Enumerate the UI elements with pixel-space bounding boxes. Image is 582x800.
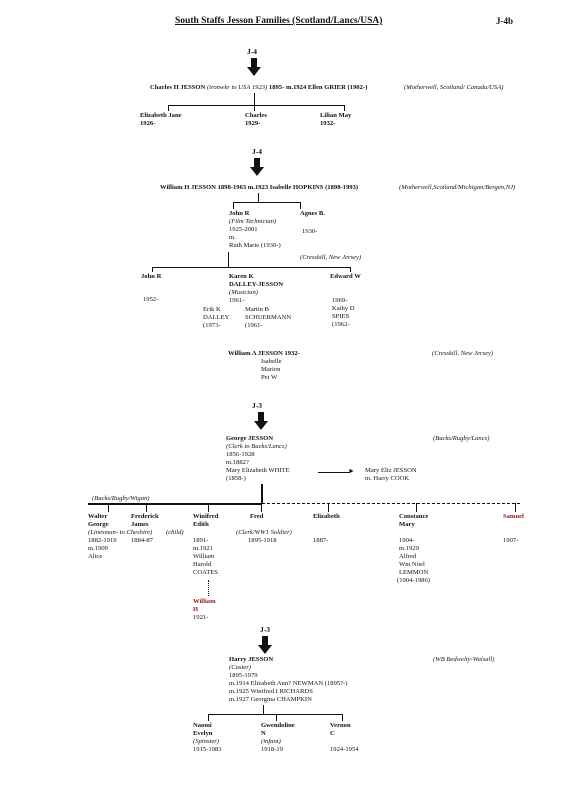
child-note: (Musician) xyxy=(229,289,258,296)
down-arrow-icon xyxy=(254,412,268,430)
place-label: (Motherwell, Scotland/ Canada/USA) xyxy=(404,84,504,91)
child-name: Frederick xyxy=(131,513,159,520)
spouse-name-line2: SPIES xyxy=(332,313,350,320)
place-label: (Bucks/Rugby/Lancs) xyxy=(433,435,490,442)
parent-name: George JESSON xyxy=(226,435,274,442)
marriage-entry: m.1925 Winifred I RICHARDS xyxy=(229,688,313,695)
spouse-name: William xyxy=(193,553,215,560)
child-date: 1925-2001 xyxy=(229,226,258,233)
marriage-entry: m.1927 Georgina CHAMPKIN xyxy=(229,696,312,703)
child-date: 1918-19 xyxy=(261,746,283,753)
child-name: Lilian May xyxy=(320,112,352,119)
child-name: Charles xyxy=(245,112,267,119)
child-name: Walter xyxy=(88,513,108,520)
child-date: 1884-87 xyxy=(131,537,153,544)
child-date: 1915-1983 xyxy=(193,746,222,753)
grandchild-name: Pet W xyxy=(261,374,278,381)
child-name: Naomi xyxy=(193,722,212,729)
partner-name-line2: DALLEY xyxy=(203,314,230,321)
partner-name: Erik K xyxy=(203,306,221,313)
child-date: 1882-1919 xyxy=(88,537,117,544)
child-date: 1924-1954 xyxy=(330,746,359,753)
page-title: South Staffs Jesson Families (Scotland/Lancs/USA) xyxy=(175,16,383,26)
child-name: Samuel xyxy=(503,513,524,520)
child-date: 1926- xyxy=(140,120,156,127)
child-name-line2: Edith xyxy=(193,521,209,528)
child-date: 1932- xyxy=(320,120,336,127)
child-date: 1904- xyxy=(399,537,415,544)
partner-name: Martin B xyxy=(245,306,269,313)
child-name: John R xyxy=(229,210,250,217)
child-note: (Film Technician) xyxy=(229,218,277,225)
child-note: (Spinster) xyxy=(193,738,220,745)
spouse-name: Kathy D xyxy=(332,305,355,312)
spouse-name: COATES xyxy=(193,569,218,576)
parent-note: (Caster) xyxy=(229,664,251,671)
child-name: William A JESSON 1932- xyxy=(228,350,300,357)
spouse-name: Alfred xyxy=(399,553,417,560)
place-label: (Cresskill, New Jersey) xyxy=(300,254,362,261)
child-name: Winifred xyxy=(193,513,219,520)
child-date: 1929- xyxy=(245,120,261,127)
child-name: William xyxy=(193,598,216,605)
child-date: 1895-1918 xyxy=(248,537,277,544)
child-date: 1891- xyxy=(193,537,209,544)
spouse-name: LEMMON xyxy=(399,569,429,576)
down-arrow-icon xyxy=(247,58,261,76)
connector-line xyxy=(261,484,263,503)
spouse-name: Ruth Marie (1930-) xyxy=(229,242,281,249)
arrow-line xyxy=(318,472,350,473)
child-name-line2: C xyxy=(330,730,335,737)
spouse-name: Harold xyxy=(193,561,212,568)
connector-line xyxy=(146,503,147,512)
child-name-line2: Mary xyxy=(399,521,415,528)
child-name: Elizabeth Jane xyxy=(140,112,182,119)
family-ref-label: J-3 xyxy=(260,625,270,634)
child-name-line2: DALLEY-JESSON xyxy=(229,281,283,288)
child-name-line2: N xyxy=(261,730,266,737)
connector-line xyxy=(208,714,209,721)
spouse-date: (1904-1986) xyxy=(397,577,430,584)
connector-line xyxy=(276,714,277,721)
sibling-line xyxy=(88,503,262,505)
connector-line xyxy=(350,267,351,272)
marriage-label: m.1909 xyxy=(88,545,108,552)
partner-name-line2: SCHUERMANN xyxy=(245,314,292,321)
parent-note: (ironwkr to USA 1923) xyxy=(206,84,268,91)
parent-entry: William H JESSON 1898-1963 m.1923 Isabelle HOPKINS (1898-1993) xyxy=(160,184,359,191)
connector-line xyxy=(254,105,255,111)
spouse-name: Mary Elizabeth WHITE xyxy=(226,467,290,474)
down-arrow-icon xyxy=(258,636,272,654)
child-name: Fred xyxy=(250,513,264,520)
daughter-name: Mary Eliz JESSON xyxy=(365,467,417,474)
dotted-connector xyxy=(208,580,209,596)
grandchild-name: Isabelle xyxy=(261,358,282,365)
child-date: 1961- xyxy=(229,297,245,304)
child-name: Edward W xyxy=(330,273,361,280)
grandchild-name: Marion xyxy=(261,366,281,373)
sibling-line xyxy=(168,105,344,106)
connector-line xyxy=(208,503,209,512)
connector-line xyxy=(300,202,301,209)
child-name: Elizabeth xyxy=(313,513,340,520)
family-ref-label: J-4 xyxy=(247,47,257,56)
marriage-label: m.1921 xyxy=(193,545,213,552)
connector-line xyxy=(344,105,345,111)
place-label: (Cresskill, New Jersey) xyxy=(432,350,494,357)
connector-line xyxy=(342,714,343,721)
child-date: 1907- xyxy=(503,537,519,544)
parent-rest: 1895- m.1924 Ellen GRIER (1902-) xyxy=(268,84,368,91)
child-date: 1887- xyxy=(313,537,329,544)
child-note: (Linesman- to Cheshire) xyxy=(88,529,153,536)
parent-entry xyxy=(150,84,367,91)
spouse-date: (1858-) xyxy=(226,475,246,482)
sibling-line xyxy=(233,202,300,203)
down-arrow-icon xyxy=(250,158,264,176)
parent-date: 1856-1928 xyxy=(226,451,255,458)
connector-line xyxy=(228,252,229,267)
family-ref-label: J-3 xyxy=(252,401,262,410)
child-date: 1952- xyxy=(143,296,159,303)
spouse-date: (1962- xyxy=(332,321,350,328)
spouse-name: Wm Noel xyxy=(399,561,425,568)
parent-date: 1895-1979 xyxy=(229,672,258,679)
child-note: (infant) xyxy=(261,738,281,745)
marriage-label: m. xyxy=(229,234,236,241)
child-name: Vernon xyxy=(330,722,351,729)
partner-date: (1973- xyxy=(203,322,221,329)
place-label: (WB Bedwelty-Walsall) xyxy=(433,656,495,663)
child-name-line2: Evelyn xyxy=(193,730,213,737)
connector-line xyxy=(258,193,259,202)
sibling-line xyxy=(208,714,342,715)
child-name: Constance xyxy=(399,513,429,520)
child-name-line2: James xyxy=(131,521,149,528)
sibling-line xyxy=(152,267,350,268)
connector-line xyxy=(168,105,169,111)
connector-line xyxy=(515,503,516,512)
connector-line xyxy=(416,503,417,512)
child-note: (child) xyxy=(166,529,184,536)
arrow-head: ► xyxy=(348,467,355,475)
child-name-line2: H xyxy=(193,606,199,613)
parent-name: Charles H JESSON xyxy=(150,84,206,91)
child-name: Agnes B. xyxy=(300,210,325,217)
child-name: Karen K xyxy=(229,273,254,280)
connector-line xyxy=(328,503,329,512)
child-name-line2: George xyxy=(88,521,109,528)
place-label: (Bucks/Rugby/Wigan) xyxy=(92,495,150,502)
connector-line xyxy=(254,93,255,105)
child-date: 1921- xyxy=(193,614,209,621)
daughter-spouse: m. Harry COOK xyxy=(365,475,410,482)
sibling-line-dashed xyxy=(262,503,520,504)
child-date: 1930- xyxy=(302,228,318,235)
connector-line xyxy=(233,202,234,209)
place-label: (Motherwell,Scotland/Michigan/Bergen,NJ) xyxy=(399,184,516,191)
partner-date: (1961- xyxy=(245,322,263,329)
connector-line xyxy=(263,705,264,714)
parent-note: (Clerk to Bucks/Lancs) xyxy=(226,443,287,450)
page-reference: J-4b xyxy=(496,16,514,26)
family-ref-label: J-4 xyxy=(252,147,262,156)
connector-line xyxy=(152,267,153,272)
spouse-name: Alice xyxy=(88,553,103,560)
marriage-entry: m.1914 Elizabeth Ann? NEWMAN (1895?-) xyxy=(229,680,348,687)
child-name: John R xyxy=(141,273,162,280)
connector-line xyxy=(261,503,262,512)
child-note: (Clerk/WW1 Soldier) xyxy=(236,529,292,536)
marriage-label: m.1929 xyxy=(399,545,419,552)
parent-name: Harry JESSON xyxy=(229,656,274,663)
child-date: 1969- xyxy=(332,297,348,304)
child-name: Gwendoline xyxy=(261,722,295,729)
connector-line xyxy=(108,503,109,512)
marriage-label: m.1882? xyxy=(226,459,249,466)
